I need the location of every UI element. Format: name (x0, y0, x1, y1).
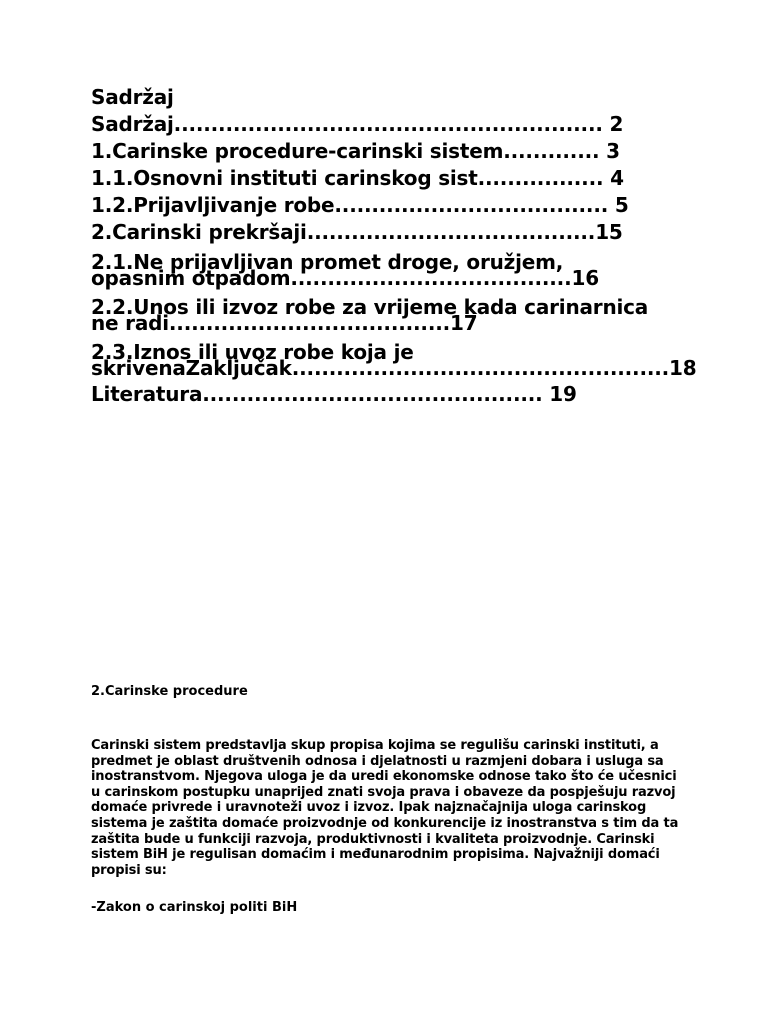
list-item: -Zakon o carinskoj politi BiH (91, 900, 298, 915)
toc-heading: Sadržaj (91, 85, 174, 109)
toc-entry[interactable]: 2.2.Unos ili izvoz robe za vrijeme kada carinarnica ne radi......................................17 (91, 295, 649, 335)
toc-entry[interactable]: Sadržaj.......................................................... 2 (91, 112, 624, 136)
body-paragraph: Carinski sistem predstavlja skup propisa kojima se regulišu carinski instituti, a predmet je oblast društvenih odnosa i djelatnosti u razmjeni dobara i usluga sa inostranstvom. Njegova uloga je da uredi ekonomske odnose tako što će učesnici u carinskom postupku unaprijed znati svoja prava i obaveze da pospješuju razvoj domaće privrede i uravnoteži uvoz i izvoz. Ipak najznačajnija uloga carinskog sistema je zaštita domaće proizvodnje od konkurencije iz inostranstva s tim da ta zaštita bude u funkciji razvoja, produktivnosti i kvaliteta proizvodnje. Carinski sistem BiH je regulisan domaćim i međunarodnim propisima. Najvažniji domaći propisi su: (91, 738, 679, 878)
toc-entry[interactable]: 1.2.Prijavljivanje robe..................................... 5 (91, 193, 629, 217)
section-heading: 2.Carinske procedure (91, 684, 248, 699)
table-of-contents (91, 84, 741, 408)
toc-entry[interactable]: 2.3.Iznos ili uvoz robe koja je skrivenaZaključak...................................................18 (91, 340, 697, 380)
toc-entry[interactable]: 2.Carinski prekršaji.......................................15 (91, 220, 623, 244)
toc-entry[interactable]: 1.Carinske procedure-carinski sistem............. 3 (91, 139, 620, 163)
toc-entry[interactable]: 2.1.Ne prijavljivan promet droge, oružjem, opasnim otpadom......................................16 (91, 250, 599, 290)
toc-entry[interactable]: 1.1.Osnovni instituti carinskog sist................. 4 (91, 166, 624, 190)
toc-entry[interactable]: Literatura.............................................. 19 (91, 382, 577, 406)
